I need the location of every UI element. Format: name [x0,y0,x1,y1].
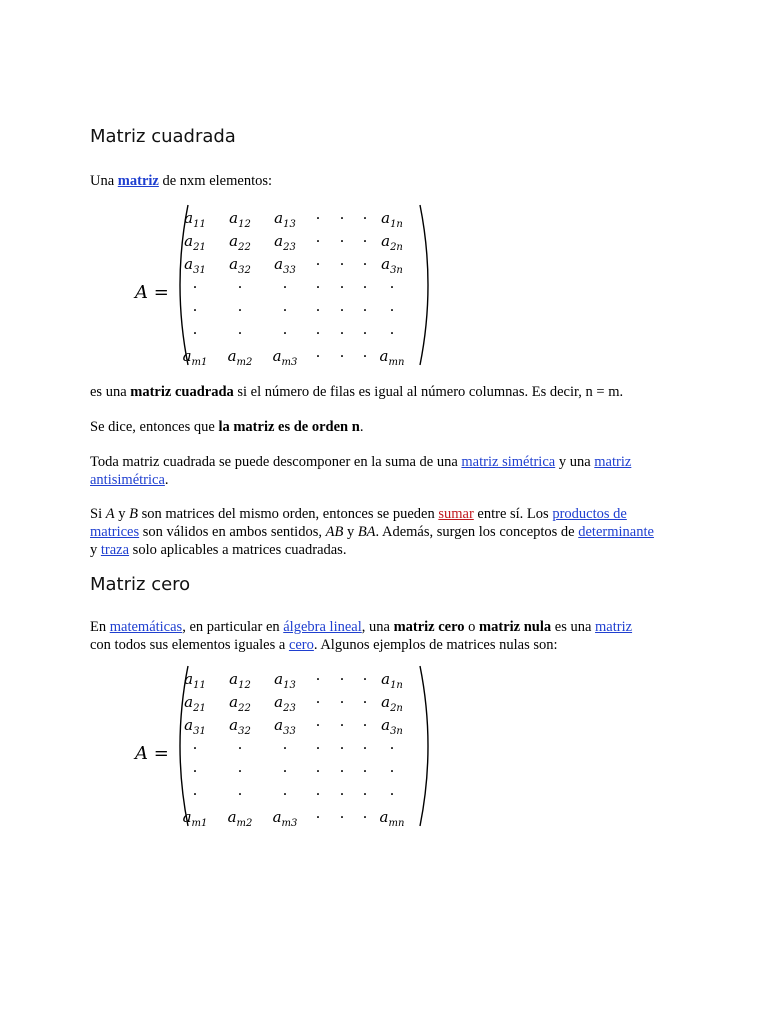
matrix-entry: $a_{31}$ [184,716,206,737]
p3-text-end: . [164,472,169,488]
matrix-entry: · [282,278,288,296]
matrix-entry: · [339,301,345,319]
matrix-entry: $a_{12}$ [229,209,251,230]
matrix-entry: $a_{33}$ [274,255,296,276]
matrix-entry: · [389,739,395,757]
matrix-entry: · [339,739,345,757]
paragraph-matriz-cuadrada [90,383,680,401]
matrix-entry: · [192,324,198,342]
matrix-entry: $a_{m3}$ [272,808,298,829]
matrix-entry: $a_{12}$ [229,670,251,691]
p3-text: Toda matriz cuadrada se puede descomponer en la suma de una [90,454,462,470]
var-ba: BA [357,524,376,540]
matrix-entry: $a_{m1}$ [182,347,208,368]
matrix-entry: · [282,739,288,757]
p4-text-3: son matrices del mismo orden, entonces se pueden [137,506,439,522]
matrix-entry: · [362,255,368,273]
matrix-entry: · [339,278,345,296]
matrix-entry: · [237,324,243,342]
link-traza[interactable]: traza [100,542,130,558]
matrix-entry: $a_{21}$ [184,232,206,253]
matrix-entry: · [315,278,321,296]
matrix-entry: · [282,762,288,780]
matrix-entry: $a_{31}$ [184,255,206,276]
link-sumar[interactable]: sumar [438,506,474,522]
link-matriz-antisimetrica-b[interactable]: antisimétrica [90,472,165,488]
p1-text: es una [90,384,131,400]
s2-text-7: . Algunos ejemplos de matrices nulas son: [313,637,558,653]
matrix-entry: $a_{33}$ [274,716,296,737]
link-algebra-lineal[interactable]: álgebra lineal [283,619,362,635]
matrix-entry: · [237,785,243,803]
matrix-entry: · [315,785,321,803]
paragraph-orden [90,418,680,436]
left-bracket [180,205,188,365]
matrix-entry: · [339,209,345,227]
matrix-entry: $a_{21}$ [184,693,206,714]
matrix-entry: · [362,808,368,826]
matrix-entry: · [315,324,321,342]
p1-bold: matriz cuadrada [130,384,234,400]
p2-text-end: . [359,419,364,435]
matrix-entry: · [192,762,198,780]
matrix-entry: $a_{m3}$ [272,347,298,368]
matrix-entry: $a_{m1}$ [182,808,208,829]
matrix-entry: · [362,693,368,711]
matrix-entry: · [339,808,345,826]
matrix-entry: · [315,716,321,734]
matrix-entry: $a_{3n}$ [381,255,403,276]
p2-text: Se dice, entonces que [90,419,219,435]
matrix-entry: · [362,785,368,803]
matrix-entry: $a_{11}$ [184,670,206,691]
matrix-entry: $a_{1n}$ [381,209,403,230]
p4-text-8: y [90,542,101,558]
matrix-entry: · [315,347,321,365]
matrix-entry: · [315,255,321,273]
matrix-entry: · [192,739,198,757]
matrix-entry: · [362,739,368,757]
matrix-label: A = [135,282,169,303]
matrix-entry: · [282,785,288,803]
matrix-entry: · [389,762,395,780]
matrix-entry: $a_{2n}$ [381,232,403,253]
matrix-formula-1 [130,203,440,368]
right-bracket [420,666,428,826]
matrix-entry: · [339,762,345,780]
matrix-entry: · [389,278,395,296]
p2-bold: la matriz es de orden n [218,419,360,435]
link-cero[interactable]: cero [288,637,314,653]
matrix-entry: · [315,209,321,227]
matrix-entry: · [389,324,395,342]
intro-paragraph [90,172,680,190]
p4-text-4: entre sí. Los [473,506,553,522]
matrix-entry: $a_{22}$ [229,232,251,253]
matrix-entry: · [389,785,395,803]
p4-text-5: son válidos en ambos sentidos, [139,524,326,540]
section-title-matriz-cuadrada: Matriz cuadrada [90,126,236,147]
p3-text-mid: y una [555,454,595,470]
matrix-entry: · [362,324,368,342]
matrix-svg-1 [130,203,450,368]
p4-text-2: y [114,506,130,522]
matrix-entry: $a_{23}$ [274,693,296,714]
matrix-entry: $a_{m2}$ [227,808,253,829]
intro-text-end: de nxm elementos: [158,173,273,189]
paragraph-operaciones [90,505,680,559]
matrix-entry: · [315,808,321,826]
matrix-entry: · [389,301,395,319]
s2-bold-matriz-nula: matriz nula [479,619,552,635]
matrix-entry: · [339,716,345,734]
matrix-entry: · [315,693,321,711]
matrix-entry: $a_{13}$ [274,670,296,691]
matrix-entry: · [362,670,368,688]
intro-text: Una [90,173,118,189]
matrix-entry: $a_{11}$ [184,209,206,230]
matrix-entry: · [339,670,345,688]
matrix-entry: · [362,209,368,227]
link-productos-de-matrices-a[interactable]: productos de [552,506,627,522]
matrix-entry: · [339,324,345,342]
matrix-entry: · [315,232,321,250]
var-a: A [105,506,115,522]
matrix-entry: · [315,301,321,319]
section-title-matriz-cero: Matriz cero [90,574,191,595]
matrix-entry: $a_{22}$ [229,693,251,714]
matrix-entry: $a_{mn}$ [379,808,405,829]
matrix-entry: · [237,762,243,780]
matrix-entry: · [339,785,345,803]
matrix-entry: $a_{m2}$ [227,347,253,368]
p1-text-end: si el número de filas es igual al número columnas. Es decir, n = m. [233,384,624,400]
matrix-entry: $a_{32}$ [229,716,251,737]
matrix-entry: · [192,301,198,319]
matrix-entry: · [192,278,198,296]
matrix-entry: · [362,762,368,780]
p4-text-7: . Además, surgen los conceptos de [375,524,579,540]
s2-text-2: , en particular en [182,619,284,635]
matrix-entry: · [362,232,368,250]
s2-text-3: , una [361,619,394,635]
left-bracket [180,666,188,826]
p4-text-1: Si [90,506,106,522]
matrix-entry: · [237,301,243,319]
matrix-svg-2 [130,664,450,829]
matrix-entry: $a_{mn}$ [379,347,405,368]
link-productos-de-matrices-b[interactable]: matrices [90,524,140,540]
matrix-entry: · [362,301,368,319]
matrix-entry: · [362,347,368,365]
matrix-entry: · [282,324,288,342]
link-determinante[interactable]: determinante [578,524,654,540]
matrix-entry: · [362,716,368,734]
link-matriz[interactable]: matriz [117,173,159,189]
matrix-formula-2 [130,664,440,829]
matrix-entry: $a_{23}$ [274,232,296,253]
matrix-entry: $a_{1n}$ [381,670,403,691]
s2-bold-matriz-cero: matriz cero [393,619,465,635]
p4-text-9: solo aplicables a matrices cuadradas. [129,542,347,558]
link-matriz-2[interactable]: matriz [595,619,633,635]
matrix-entry: $a_{3n}$ [381,716,403,737]
paragraph-matriz-cero [90,618,680,654]
right-bracket [420,205,428,365]
matrix-label: A = [135,743,169,764]
matrix-entry: $a_{13}$ [274,209,296,230]
s2-text-4: o [464,619,480,635]
matrix-entry: $a_{2n}$ [381,693,403,714]
matrix-entry: · [315,762,321,780]
matrix-entry: · [339,347,345,365]
link-matriz-simetrica[interactable]: matriz simétrica [461,454,556,470]
matrix-entry: · [237,278,243,296]
link-matematicas[interactable]: matemáticas [109,619,183,635]
matrix-entry: · [315,670,321,688]
var-b: B [129,506,138,522]
matrix-entry: · [237,739,243,757]
matrix-entry: $a_{32}$ [229,255,251,276]
matrix-entry: · [315,739,321,757]
paragraph-descomponer [90,453,680,489]
var-ab: AB [325,524,344,540]
s2-text-1: En [90,619,110,635]
p4-text-6: y [343,524,358,540]
s2-text-5: es una [551,619,596,635]
matrix-entry: · [192,785,198,803]
s2-text-6: con todos sus elementos iguales a [90,637,289,653]
matrix-entry: · [339,232,345,250]
matrix-entry: · [339,693,345,711]
link-matriz-antisimetrica-a[interactable]: matriz [594,454,632,470]
matrix-entry: · [339,255,345,273]
matrix-entry: · [362,278,368,296]
matrix-entry: · [282,301,288,319]
